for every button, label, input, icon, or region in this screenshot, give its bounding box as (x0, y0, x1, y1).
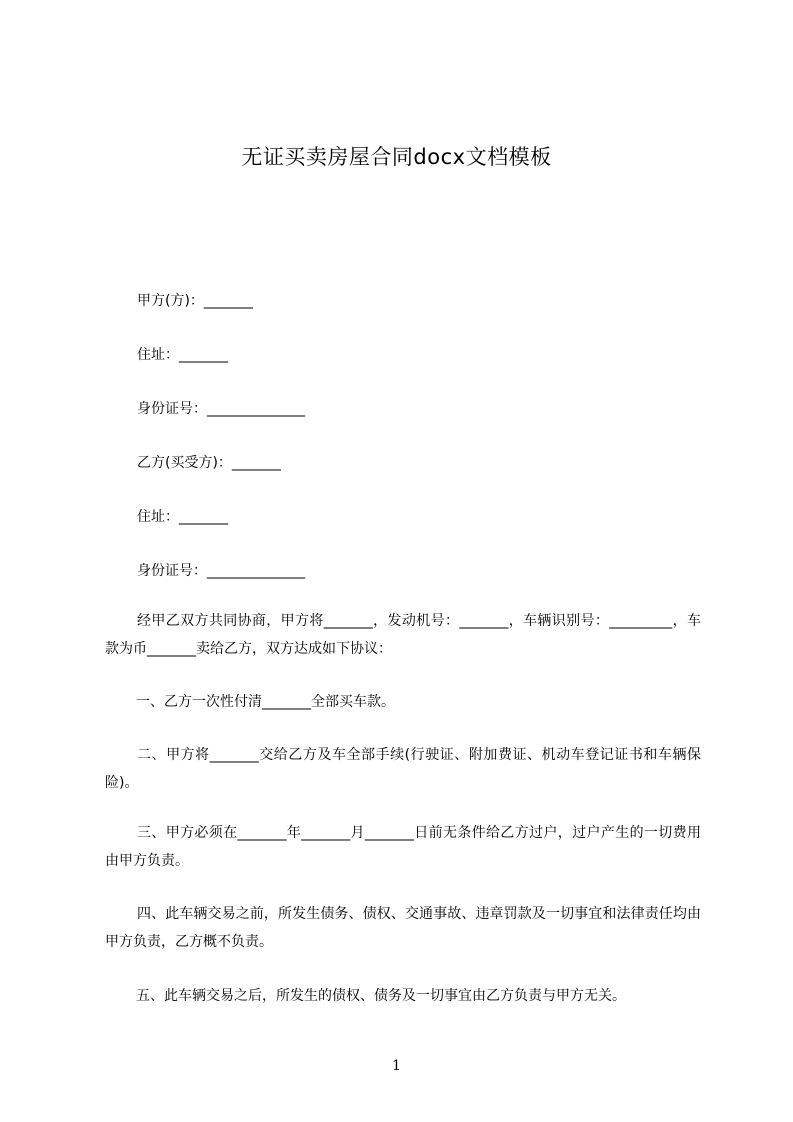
party-b-field: 乙方(买受方)：_______ (137, 455, 281, 471)
page-number: 1 (392, 1058, 401, 1074)
party-a-id-field: 身份证号：______________ (137, 401, 305, 417)
clause-4-paragraph: 四、此车辆交易之前，所发生债务、债权、交通事故、违章罚款及一切事宜和法律责任均由甲方负责，乙方概不负责。 (105, 906, 701, 950)
intro-paragraph: 经甲乙双方共同协商，甲方将_______，发动机号：_______，车辆识别号：_________，车款为币_______卖给乙方，双方达成如下协议： (105, 613, 701, 657)
clause-2-paragraph: 二、甲方将_______交给乙方及车全部手续(行驶证、附加费证、机动车登记证书和车辆保险)。 (105, 747, 701, 791)
clause-1-paragraph: 一、乙方一次性付清_______全部买车款。 (136, 694, 395, 710)
party-a-address-field: 住址：_______ (137, 347, 228, 363)
document-title: 无证买卖房屋合同docx文档模板 (241, 145, 552, 169)
party-b-id-field: 身份证号：______________ (137, 563, 305, 579)
party-b-address-field: 住址：_______ (137, 509, 228, 525)
clause-5-paragraph: 五、此车辆交易之后，所发生的债权、债务及一切事宜由乙方负责与甲方无关。 (136, 988, 626, 1004)
clause-3-paragraph: 三、甲方必须在_______年_______月_______日前无条件给乙方过户，过户产生的一切费用由甲方负责。 (105, 825, 701, 869)
party-a-field: 甲方(方)：_______ (137, 293, 253, 309)
